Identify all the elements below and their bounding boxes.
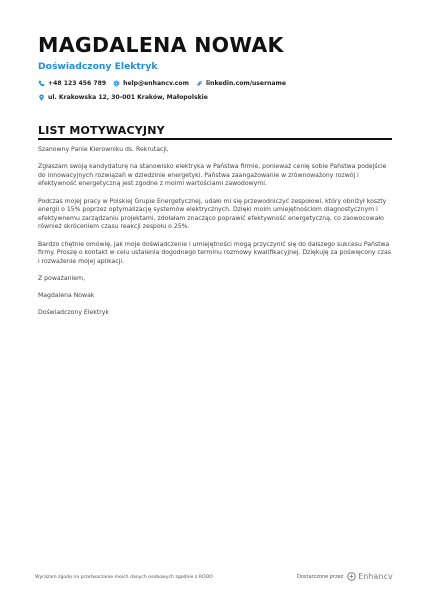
contact-linkedin[interactable] xyxy=(196,80,286,88)
heading-divider xyxy=(38,138,392,140)
letter-paragraph-3: Bardzo chętnie omówię, jak moje doświadczenie i umiejętności mogą przyczynić się do dalszego sukcesu Państwa firmy. Proszę o kontakt w celu ustalenia dogodnego terminu rozmowy kwalifikacyjnej. Dziękuję za poświęcony czas i rozważenie mojej aplikacji. xyxy=(38,240,391,265)
gdpr-consent: Wyrażam zgodę na przetwarzanie moich danych osobowych zgodnie z RODO xyxy=(35,575,213,580)
contact-row-1 xyxy=(38,79,398,88)
contact-row-2 xyxy=(38,93,398,102)
contact-address xyxy=(38,94,208,102)
letter-heading: LIST MOTYWACYJNY xyxy=(38,124,165,137)
candidate-title: Doświadczony Elektryk xyxy=(38,61,158,72)
salutation: Szanowny Panie Kierowniku ds. Rekrutacji, xyxy=(38,146,169,153)
phone-text: +48 123 456 789 xyxy=(48,79,107,87)
location-pin-icon xyxy=(38,94,45,101)
linkedin-link[interactable]: linkedin.com/username xyxy=(205,79,287,87)
provided-by-label: Dostarczone przez xyxy=(297,573,344,580)
footer-branding xyxy=(297,572,393,581)
email-link[interactable]: help@enhancv.com xyxy=(123,79,189,87)
address-text: ul. Krakowska 12, 30-001 Kraków, Małopolskie xyxy=(48,93,208,101)
header xyxy=(38,34,398,107)
contact-email[interactable] xyxy=(113,80,189,88)
letter-paragraph-1: Zgłaszam swoją kandydaturę na stanowisko elektryka w Państwa firmie, ponieważ cenię sobie Państwa podejście do innowacyjnych rozwiązań w dziedzinie energetyki. Państwa zaangażowanie w zrównoważony rozwój i efektywność energetyczną jest zgodne z moimi wartościami zawodowymi. xyxy=(38,163,387,188)
brand-name[interactable]: Enhancv xyxy=(358,572,393,581)
closing: Z poważaniem, xyxy=(38,274,85,282)
signature-name: Magdalena Nowak xyxy=(38,292,95,300)
enhancv-logo-icon xyxy=(347,572,356,581)
phone-icon xyxy=(38,80,45,87)
contact-phone xyxy=(38,80,106,88)
letter-body xyxy=(38,146,392,326)
candidate-name: MAGDALENA NOWAK xyxy=(38,33,284,57)
signature-title: Doświadczony Elektryk xyxy=(38,309,109,317)
link-icon xyxy=(196,80,203,87)
letter-paragraph-2: Podczas mojej pracy w Polskiej Grupie Energetycznej, udało mi się przewodniczyć zespołowi, który obniżył koszty energii o 15% poprzez optymalizację systemów elektrycznych. Dzięki moim umiejętnościom diagnostycznym i efektywnemu zarządzaniu projektami, zdołałam znacząco poprawić efektywność energetyczną, co zaowocowało również skróceniem czasu reakcji zespołu o 25%. xyxy=(38,197,387,231)
at-icon xyxy=(113,80,120,87)
contact-info xyxy=(38,79,398,102)
